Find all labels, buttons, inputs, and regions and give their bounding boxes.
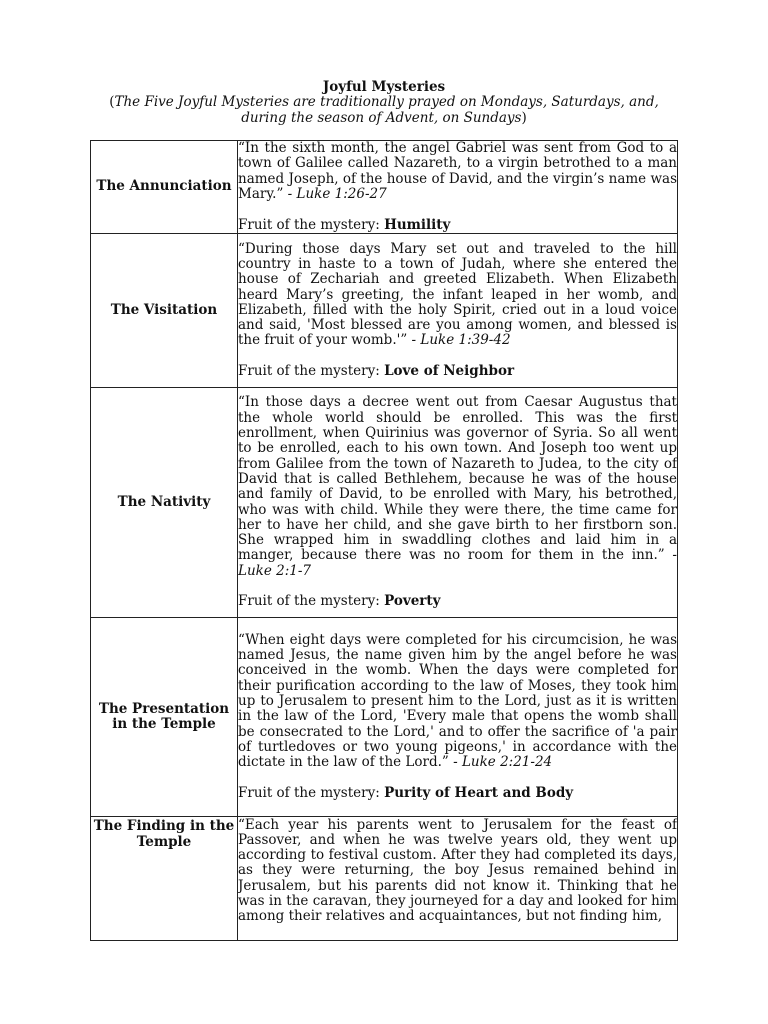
table-row [91, 388, 678, 618]
page-subtitle: (The Five Joyful Mysteries are traditionally prayed on Mondays, Saturdays, and, during the season of Advent, on Sundays) [109, 94, 659, 126]
table-row [91, 817, 678, 941]
mystery-name: The Presentation in the Temple [91, 618, 238, 817]
mystery-fruit: Fruit of the mystery: Love of Neighbor [238, 363, 515, 380]
mystery-fruit: Fruit of the mystery: Purity of Heart and Body [238, 784, 574, 801]
mystery-text: “During those days Mary set out and traveled to the hill country in haste to a town of Judah, where she entered the house of Zechariah and greeted Elizabeth. When Elizabeth heard Mary’s greeting, the infant leaped in her womb, and Elizabeth, filled with the holy Spirit, cried out in a loud voice and said, 'Most blessed are you among women, and blessed is the fruit of your womb.'” - Luke 1:39-42 Fruit of the mystery: Love of Neighbor [238, 234, 678, 388]
mystery-text: “In the sixth month, the angel Gabriel was sent from God to a town of Galilee called Nazareth, to a virgin betrothed to a man named Joseph, of the house of David, and the virgin’s name was Mary.” - Luke 1:26-27 Fruit of the mystery: Humility [238, 140, 677, 233]
subtitle-text: The Five Joyful Mysteries are traditionally prayed on Mondays, Saturdays, and, during the season of Advent, on Sundays [114, 94, 659, 126]
mystery-text: “When eight days were completed for his circumcision, he was named Jesus, the name given him by the angel before he was conceived in the womb. When the days were completed for their purification according to the law of Moses, they took him up to Jerusalem to present him to the Lord, just as it is written in the law of the Lord, 'Every male that opens the womb shall be consecrated to the Lord,' and to offer the sacrifice of 'a pair of turtledoves or two young pigeons,' in accordance with the dictate in the law of the Lord.” - Luke 2:21-24 Fruit of the mystery: Purity of Heart and Body [238, 618, 678, 817]
mystery-name: The Finding in the Temple [91, 817, 238, 941]
mystery-name: The Visitation [91, 234, 238, 388]
mystery-fruit: Fruit of the mystery: Humility [238, 216, 451, 233]
mystery-fruit: Fruit of the mystery: Poverty [238, 593, 441, 610]
table-row [91, 234, 678, 388]
page-title: Joyful Mysteries [322, 79, 446, 95]
table-row [91, 141, 678, 234]
mystery-text: “In those days a decree went out from Caesar Augustus that the whole world should be enrolled. This was the first enrollment, when Quirinius was governor of Syria. So all went to be enrolled, each to his own town. And Joseph too went up from Galilee from the town of Nazareth to Judea, to the city of David that is called Bethlehem, because he was of the house and family of David, to be enrolled with Mary, his betrothed, who was with child. While they were there, the time came for her to have her child, and she gave birth to her firstborn son. She wrapped him in swaddling clothes and laid him in a manger, because there was no room for them in the inn.” - Luke 2:1-7 Fruit of the mystery: Poverty [238, 388, 678, 618]
mystery-name: The Annunciation [91, 141, 238, 234]
mysteries-table [90, 140, 678, 941]
mystery-name: The Nativity [91, 388, 238, 618]
table-row [91, 618, 678, 817]
mystery-text: “Each year his parents went to Jerusalem for the feast of Passover, and when he was twelve years old, they went up according to festival custom. After they had completed its days, as they were returning, the boy Jesus remained behind in Jerusalem, but his parents did not know it. Thinking that he was in the caravan, they journeyed for a day and looked for him among their relatives and acquaintances, but not finding him, [238, 817, 678, 941]
